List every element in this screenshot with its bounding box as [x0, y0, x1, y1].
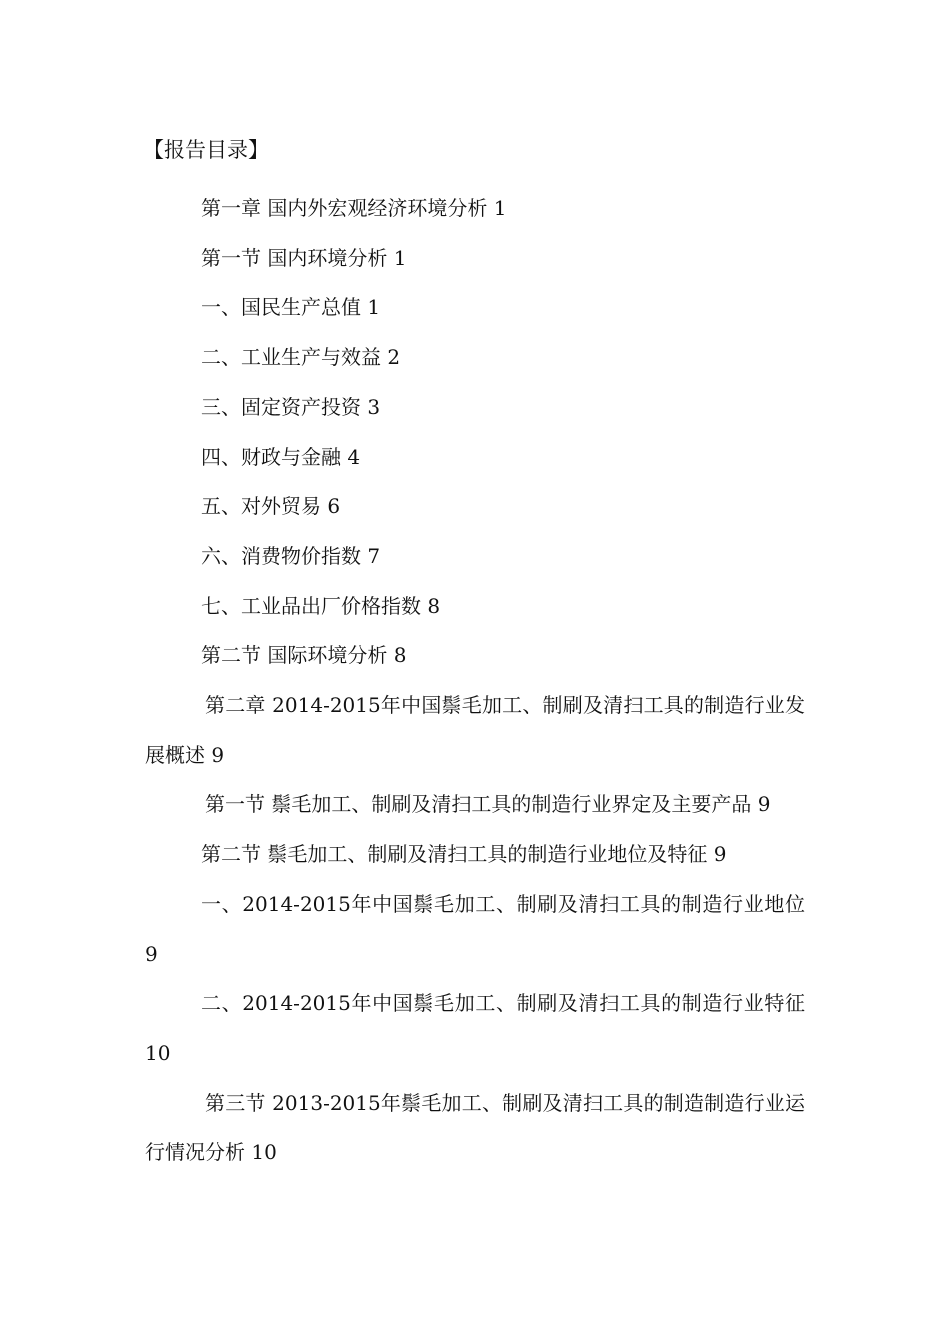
toc-entry: 五、对外贸易 6 — [201, 494, 341, 519]
toc-entry: 第一章 国内外宏观经济环境分析 1 — [201, 196, 507, 220]
toc-heading: 【报告目录】 — [143, 138, 269, 162]
toc-entry: 二、工业生产与效益 2 — [201, 345, 401, 370]
toc-entry: 四、财政与金融 4 — [201, 444, 361, 469]
toc-entry: 六、消费物价指数 7 — [201, 543, 381, 568]
toc-entry: 二、2014-2015年中国鬃毛加工、制刷及清扫工具的制造行业特征 10 — [145, 991, 805, 1065]
toc-entry: 三、固定资产投资 3 — [201, 394, 381, 419]
toc-entry: 第二节 国际环境分析 8 — [201, 643, 407, 668]
toc-entry: 一、国民生产总值 1 — [201, 295, 381, 320]
toc-entry: 第二节 鬃毛加工、制刷及清扫工具的制造行业地位及特征 9 — [201, 842, 727, 867]
toc-entry: 第一节 鬃毛加工、制刷及清扫工具的制造行业界定及主要产品 9 — [205, 792, 771, 817]
toc-entry: 第二章 2014-2015年中国鬃毛加工、制刷及清扫工具的制造行业发展概述 9 — [145, 693, 805, 767]
toc-entry: 第三节 2013-2015年鬃毛加工、制刷及清扫工具的制造制造行业运行情况分析 10 — [145, 1090, 805, 1165]
toc-entry: 七、工业品出厂价格指数 8 — [201, 593, 441, 618]
toc-entry: 第一节 国内环境分析 1 — [201, 245, 407, 270]
toc-entry: 一、2014-2015年中国鬃毛加工、制刷及清扫工具的制造行业地位 9 — [145, 891, 805, 966]
toc-list — [145, 184, 805, 1178]
